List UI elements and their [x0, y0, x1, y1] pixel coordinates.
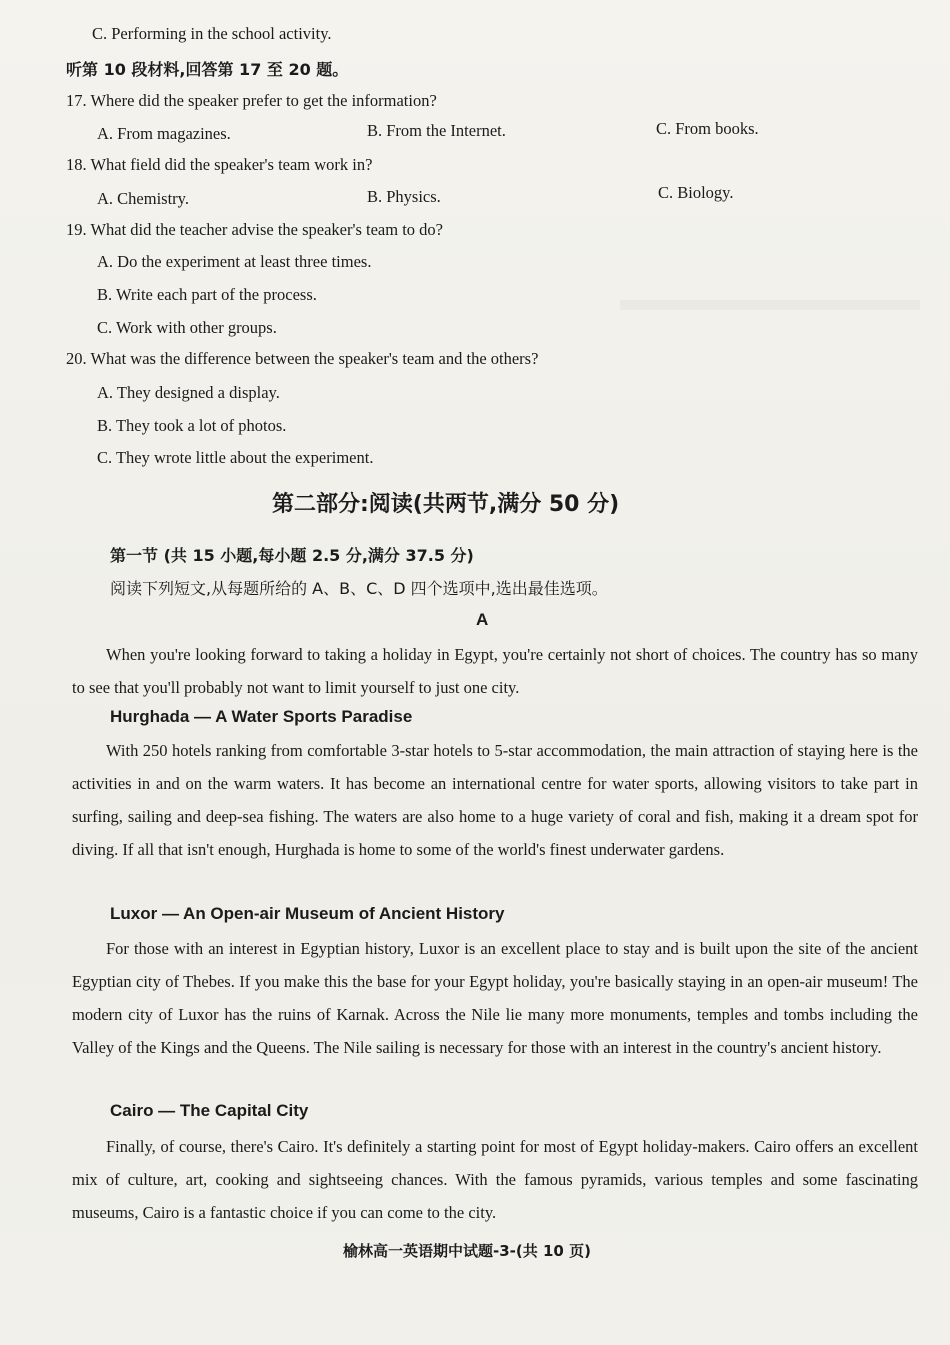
question-19-option-a: A. Do the experiment at least three times.	[97, 252, 372, 271]
luxor-heading: Luxor — An Open-air Museum of Ancient History	[110, 904, 505, 923]
question-18-option-c: C. Biology.	[658, 183, 734, 202]
listening-instruction: 听第 10 段材料,回答第 17 至 20 题。	[66, 60, 349, 79]
question-17-option-a: A. From magazines.	[97, 124, 231, 143]
question-20-option-b: B. They took a lot of photos.	[97, 416, 287, 435]
q16-option-c: C. Performing in the school activity.	[92, 24, 332, 43]
section-instruction: 阅读下列短文,从每题所给的 A、B、C、D 四个选项中,选出最佳选项。	[110, 579, 608, 598]
luxor-text: For those with an interest in Egyptian history, Luxor is an excellent place to stay and is built upon the site of the ancient Egyptian city of Thebes. If you make this the base for your Egypt holiday, you're basically staying in an open-air museum! The modern city of Luxor has the ruins of Karnak. Across the Nile lie many more monuments, temples and tombs including the Valley of the Kings and the Queens. The Nile sailing is necessary for those with an interest in the country's ancient history.	[72, 939, 918, 1057]
question-17-option-b: B. From the Internet.	[367, 121, 506, 140]
question-18-option-a: A. Chemistry.	[97, 189, 189, 208]
question-20-option-c: C. They wrote little about the experiment.	[97, 448, 374, 467]
question-18-option-b: B. Physics.	[367, 187, 441, 206]
question-20-stem: 20. What was the difference between the speaker's team and the others?	[66, 349, 539, 368]
part-title: 第二部分:阅读(共两节,满分 50 分)	[272, 492, 620, 517]
hurghada-paragraph	[72, 734, 918, 866]
question-18-stem: 18. What field did the speaker's team work in?	[66, 155, 373, 174]
page-footer: 榆林高一英语期中试题-3-(共 10 页)	[343, 1242, 591, 1260]
question-19-stem: 19. What did the teacher advise the speaker's team to do?	[66, 220, 443, 239]
hurghada-heading: Hurghada — A Water Sports Paradise	[110, 707, 413, 726]
question-17-stem: 17. Where did the speaker prefer to get the information?	[66, 91, 437, 110]
section-title: 第一节 (共 15 小题,每小题 2.5 分,满分 37.5 分)	[110, 546, 474, 565]
cairo-paragraph	[72, 1130, 918, 1229]
cairo-heading: Cairo — The Capital City	[110, 1101, 309, 1120]
passage-intro-text: When you're looking forward to taking a holiday in Egypt, you're certainly not short of choices. The country has so many to see that you'll probably not want to limit yourself to just one city.	[72, 645, 918, 697]
cairo-text: Finally, of course, there's Cairo. It's definitely a starting point for most of Egypt holiday-makers. Cairo offers an excellent mix of culture, art, cooking and sightseeing chances. With the famous pyramids, various temples and some fascinating museums, Cairo is a fantastic choice if you can come to the city.	[72, 1137, 918, 1222]
hurghada-text: With 250 hotels ranking from comfortable 3-star hotels to 5-star accommodation, the main attraction of staying here is the activities in and on the warm waters. It has become an international centre for water sports, allowing visitors to take part in surfing, sailing and deep-sea fishing. The waters are also home to a huge variety of coral and fish, making it a dream spot for diving. If all that isn't enough, Hurghada is home to some of the world's finest underwater gardens.	[72, 741, 918, 859]
bleed-through-shadow	[620, 300, 920, 310]
question-17-option-c: C. From books.	[656, 119, 759, 138]
question-19-option-b: B. Write each part of the process.	[97, 285, 317, 304]
passage-label: A	[476, 610, 489, 629]
passage-intro	[72, 638, 918, 704]
question-20-option-a: A. They designed a display.	[97, 383, 280, 402]
luxor-paragraph	[72, 932, 918, 1064]
question-19-option-c: C. Work with other groups.	[97, 318, 277, 337]
